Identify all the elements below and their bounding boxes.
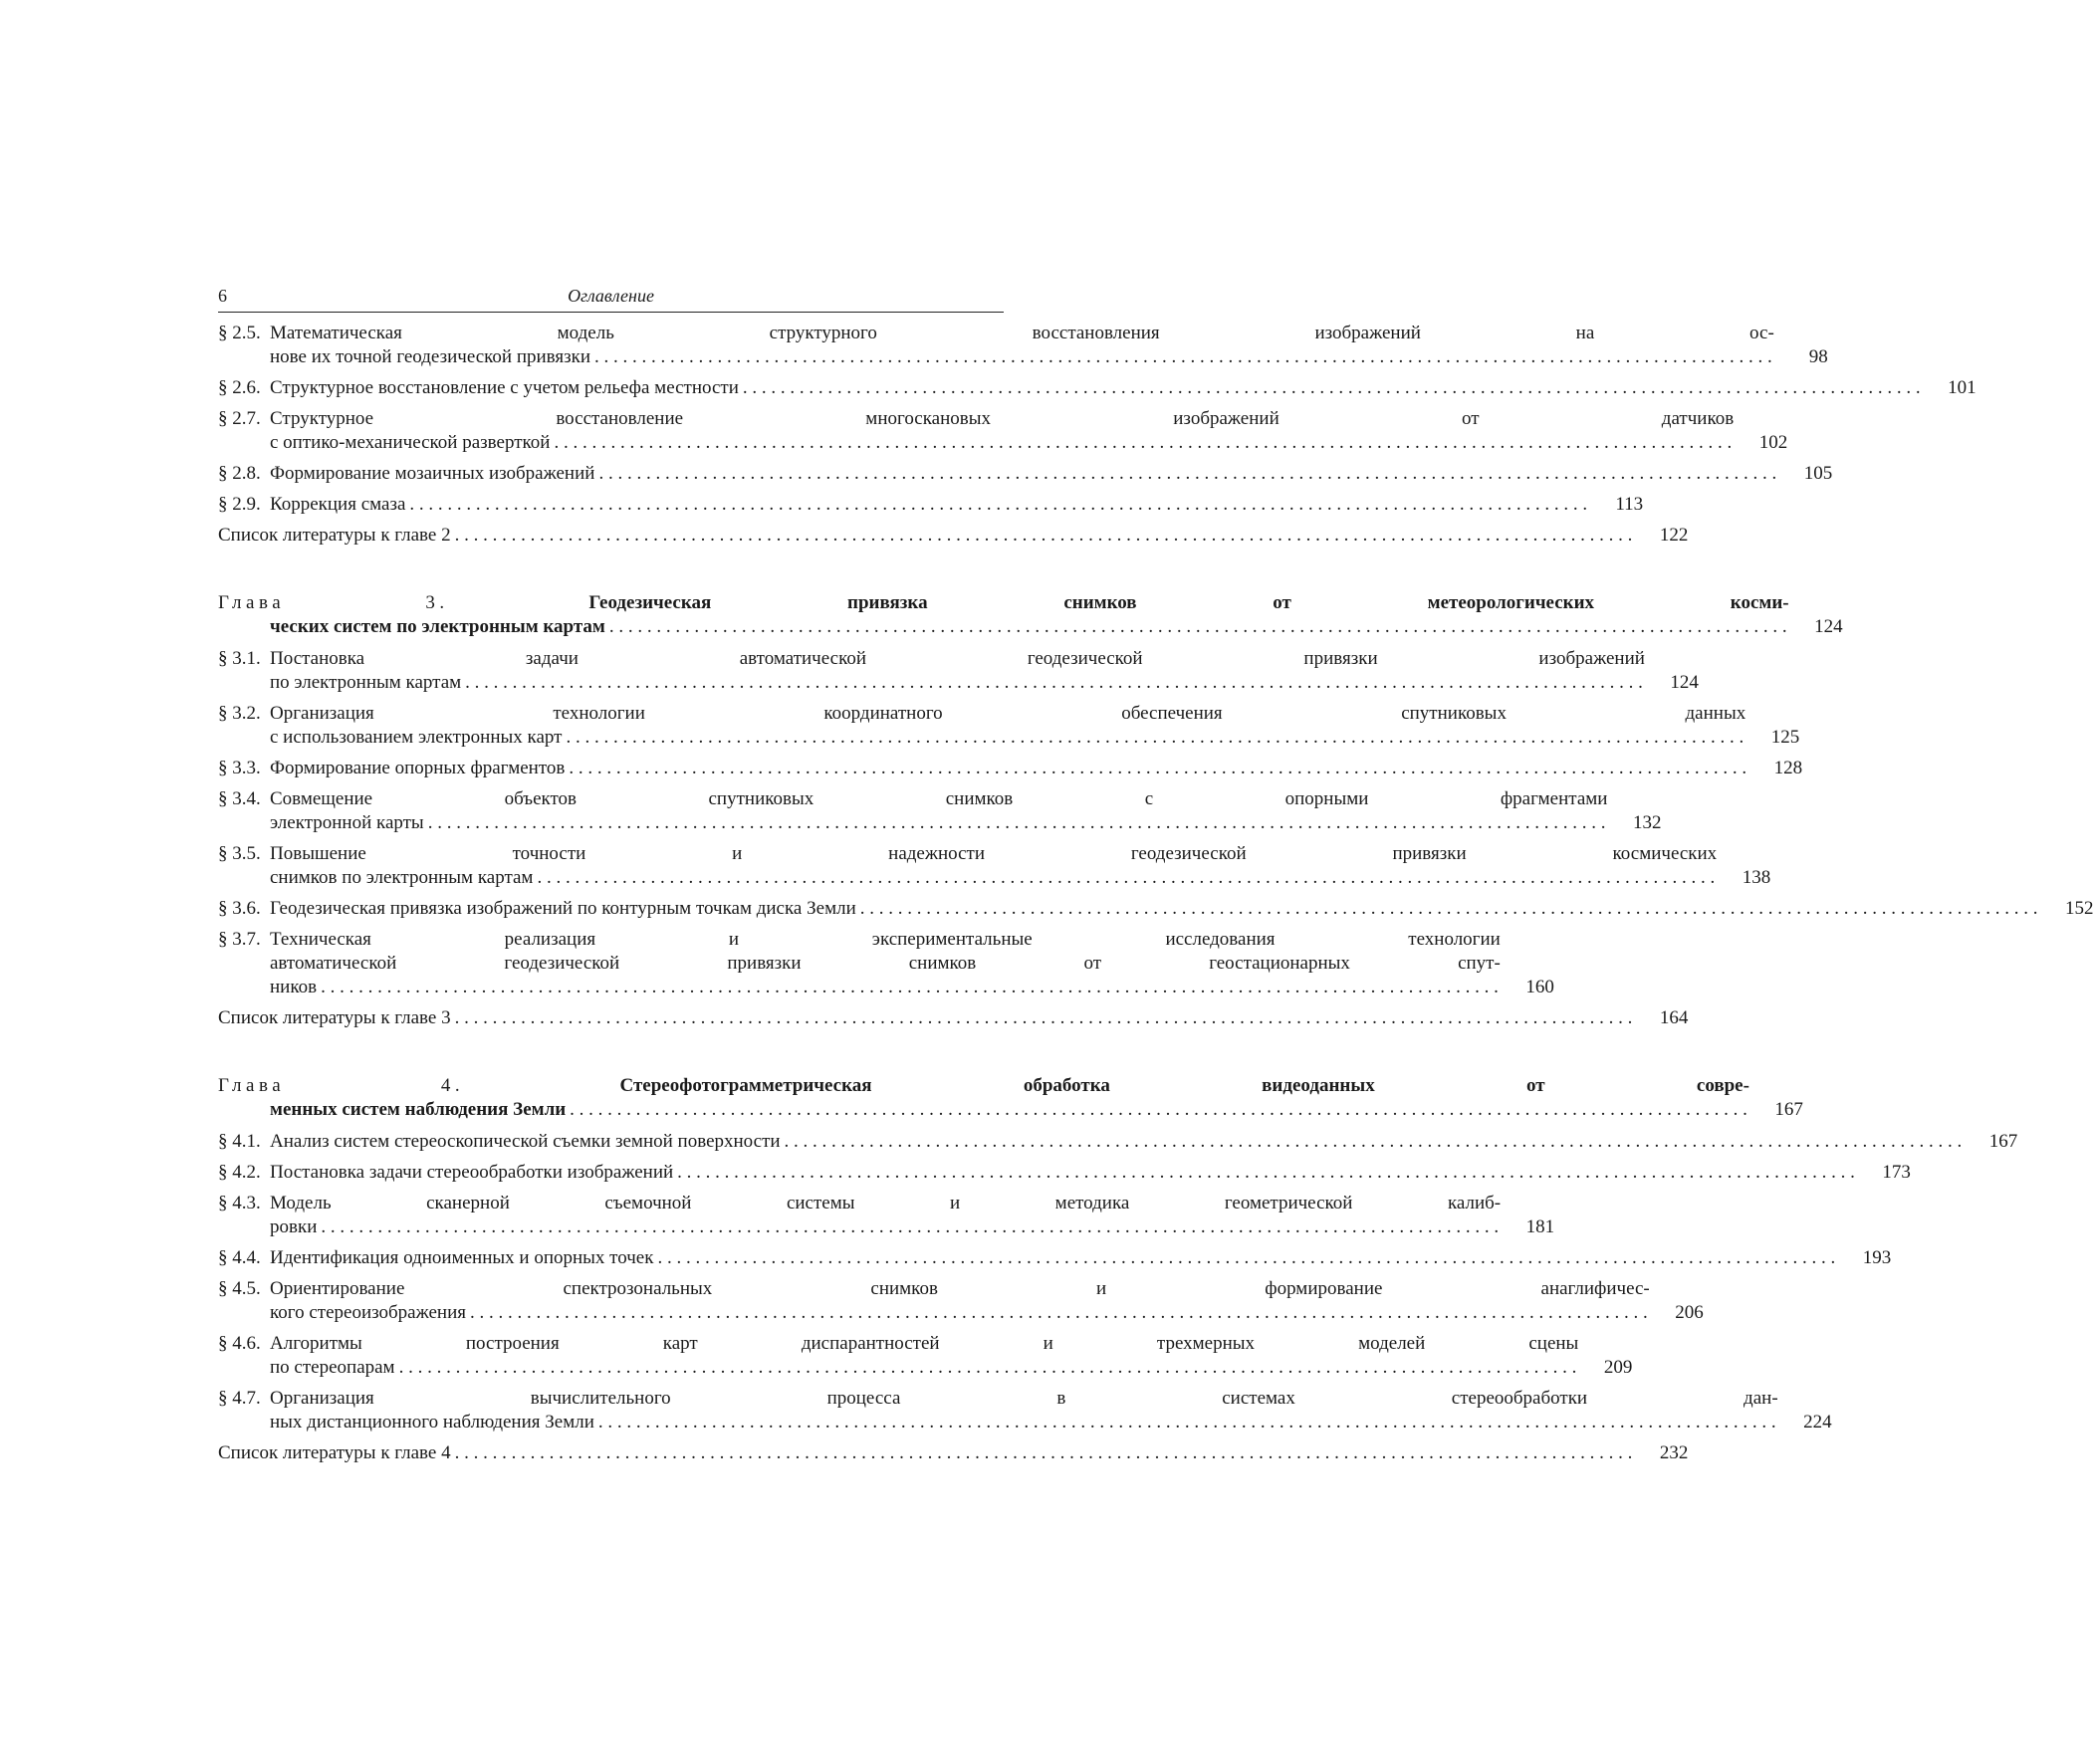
dot-leaders <box>562 726 1745 750</box>
section-number: § 4.5. <box>218 1278 261 1299</box>
dot-leaders <box>653 1246 1837 1270</box>
toc-page-number: 138 <box>1742 867 1771 888</box>
entry-last-line: Формирование опорных фрагментов <box>270 758 566 778</box>
entry-text <box>270 1192 1501 1239</box>
entry-last-line: Анализ систем стереоскопической съемки земной поверхности <box>270 1131 781 1152</box>
entry-line: Алгоритмы построения карт диспарантностей и трехмерных моделей сцены <box>270 1333 1579 1354</box>
toc-page-number: 132 <box>1632 812 1662 833</box>
toc-page-number: 152 <box>2065 898 2094 919</box>
toc-entry[interactable] <box>218 1332 1633 1380</box>
entry-last-line: по электронным картам <box>270 672 462 693</box>
entry-line: автоматической геодезической привязки снимков от геостационарных спут- <box>270 953 1501 974</box>
toc-entry[interactable] <box>218 407 1788 455</box>
toc-page-number: 122 <box>1659 525 1689 546</box>
section-number: § 4.2. <box>218 1162 261 1183</box>
toc-entry[interactable] <box>218 493 1644 517</box>
entry-last-line: Геодезическая привязка изображений по контурным точкам диска Земли <box>270 898 856 919</box>
dot-leaders <box>594 1411 1778 1434</box>
dot-leaders <box>424 811 1608 835</box>
entry-last-line: по стереопарам <box>270 1357 395 1378</box>
section-number: § 3.6. <box>218 898 261 919</box>
section-number: § 4.4. <box>218 1247 261 1268</box>
entry-text <box>270 647 1645 695</box>
references-label: Список литературы к главе 2 <box>218 525 451 546</box>
entry-text <box>270 1387 1778 1434</box>
section-number: § 4.3. <box>218 1193 261 1213</box>
section-number: § 3.2. <box>218 703 261 724</box>
dot-leaders <box>533 866 1717 890</box>
entry-text <box>270 928 1501 999</box>
entry-last-line: Идентификация одноименных и опорных точек <box>270 1247 654 1268</box>
entry-text <box>270 493 1589 517</box>
entry-last-line: ровки <box>270 1216 318 1237</box>
toc-chapter-4[interactable] <box>218 1074 1803 1122</box>
toc-entry[interactable] <box>218 1387 1832 1434</box>
toc-page-number: 98 <box>1808 346 1828 367</box>
dot-leaders <box>605 615 1789 639</box>
dot-leaders <box>395 1356 1579 1380</box>
toc-entry[interactable] <box>218 1161 1911 1185</box>
entry-text <box>270 897 2040 921</box>
entry-line: Ориентирование спектрозональных снимков и формирование анаглифичес- <box>270 1278 1650 1299</box>
dot-leaders <box>451 524 1635 548</box>
entry-line: Организация вычислительного процесса в системах стереообработки дан- <box>270 1388 1778 1409</box>
dot-leaders <box>317 1215 1501 1239</box>
entry-text <box>270 1332 1578 1380</box>
entry-line: Повышение точности и надежности геодезической привязки космических <box>270 843 1718 864</box>
running-header <box>218 286 1004 313</box>
section-number: § 4.6. <box>218 1333 261 1354</box>
section-number: § 3.7. <box>218 929 261 950</box>
toc-entry[interactable] <box>218 322 1828 369</box>
section-number: § 2.6. <box>218 377 261 398</box>
dot-leaders <box>317 976 1501 999</box>
dot-leaders <box>565 757 1748 780</box>
toc-page-number: 102 <box>1758 432 1788 453</box>
entry-last-line: с использованием электронных карт <box>270 727 563 748</box>
section-number: § 2.5. <box>218 323 261 343</box>
toc-page-number: 232 <box>1659 1442 1689 1463</box>
toc-entry[interactable] <box>218 1130 2018 1154</box>
entry-text <box>270 1130 1964 1154</box>
toc-page-number: 193 <box>1862 1247 1892 1268</box>
dot-leaders <box>451 1441 1635 1465</box>
entry-text <box>270 842 1717 890</box>
dot-leaders <box>461 671 1645 695</box>
toc-page-number: 124 <box>1814 616 1843 637</box>
section-number: § 3.4. <box>218 788 261 809</box>
toc-entry[interactable] <box>218 647 1699 695</box>
toc-page-number: 125 <box>1770 727 1800 748</box>
toc-page-number: 167 <box>1988 1131 2018 1152</box>
entry-last-line: с оптико-механической разверткой <box>270 432 551 453</box>
dot-leaders <box>594 462 1778 486</box>
entry-line: Модель сканерной съемочной системы и методика геометрической калиб- <box>270 1193 1502 1213</box>
toc-page-number: 113 <box>1615 494 1644 515</box>
dot-leaders <box>590 345 1774 369</box>
toc-page-number: 173 <box>1882 1162 1911 1183</box>
references-label: Список литературы к главе 3 <box>218 1007 451 1028</box>
toc-page-number: 206 <box>1675 1302 1704 1323</box>
entry-last-line: кого стереоизображения <box>270 1302 466 1323</box>
toc-entry[interactable] <box>218 1246 1892 1270</box>
toc-page-number: 224 <box>1803 1412 1832 1433</box>
section-number: § 2.9. <box>218 494 261 515</box>
entry-text <box>270 702 1745 750</box>
toc-entry[interactable] <box>218 702 1800 750</box>
toc-page-number: 181 <box>1525 1216 1555 1237</box>
chapter-label: Глава 4. <box>218 1075 465 1096</box>
toc-page-number: 209 <box>1603 1357 1633 1378</box>
toc-entry[interactable] <box>218 897 2094 921</box>
entry-text <box>270 322 1774 369</box>
chapter-2-entries <box>218 322 1977 517</box>
toc-page-number: 164 <box>1659 1007 1689 1028</box>
section-number: § 3.1. <box>218 648 261 669</box>
toc-page-number: 124 <box>1670 672 1699 693</box>
section-number: § 4.1. <box>218 1131 261 1152</box>
entry-last-line: нове их точной геодезической привязки <box>270 346 591 367</box>
entry-line: Совмещение объектов спутниковых снимков с опорными фрагментами <box>270 788 1608 809</box>
entry-text <box>270 462 1778 486</box>
chapter-title-line1: Стереофотограмметрическая обработка видеоданных от совре- <box>619 1075 1749 1096</box>
entry-last-line: Постановка задачи стереообработки изображений <box>270 1162 674 1183</box>
entry-last-line: ных дистанционного наблюдения Земли <box>270 1412 594 1433</box>
running-title: Оглавление <box>568 286 654 306</box>
toc-entry[interactable] <box>218 842 1771 890</box>
chapter-3-entries <box>218 647 2094 999</box>
entry-last-line: ников <box>270 977 318 997</box>
toc-page-number: 105 <box>1803 463 1833 484</box>
entry-line: Техническая реализация и экспериментальные исследования технологии <box>270 929 1501 950</box>
entry-last-line: электронной карты <box>270 812 424 833</box>
toc-page-number: 128 <box>1773 758 1803 778</box>
dot-leaders <box>466 1301 1650 1325</box>
entry-last-line: Структурное восстановление с учетом рельефа местности <box>270 377 739 398</box>
toc-entry[interactable] <box>218 462 1833 486</box>
entry-text <box>270 787 1607 835</box>
entry-line: Организация технологии координатного обеспечения спутниковых данных <box>270 703 1746 724</box>
chapter-label: Глава 3. <box>218 592 449 613</box>
toc-entry[interactable] <box>218 376 1977 400</box>
toc-entry[interactable] <box>218 757 1803 780</box>
references-label: Список литературы к главе 4 <box>218 1442 451 1463</box>
section-number: § 2.7. <box>218 408 261 429</box>
entry-last-line: Формирование мозаичных изображений <box>270 463 595 484</box>
entry-text <box>270 1161 1857 1185</box>
entry-line: Математическая модель структурного восстановления изображений на ос- <box>270 323 1774 343</box>
section-number: § 3.3. <box>218 758 261 778</box>
entry-text <box>270 376 1923 400</box>
entry-text <box>270 1277 1650 1325</box>
entry-text <box>270 1246 1837 1270</box>
entry-last-line: снимков по электронным картам <box>270 867 534 888</box>
toc-entry[interactable] <box>218 1192 1555 1239</box>
toc-references-ch2[interactable] <box>218 524 1689 548</box>
dot-leaders <box>739 376 1923 400</box>
toc-page-number: 167 <box>1774 1099 1803 1120</box>
page-number: 6 <box>218 286 227 306</box>
toc-entry[interactable] <box>218 1277 1704 1325</box>
table-of-contents <box>218 322 2094 1472</box>
toc-references-ch4[interactable] <box>218 1441 1689 1465</box>
section-number: § 2.8. <box>218 463 261 484</box>
entry-text <box>270 757 1748 780</box>
section-number: § 4.7. <box>218 1388 261 1409</box>
chapter-title-line1: Геодезическая привязка снимков от метеорологических косми- <box>588 592 1789 613</box>
toc-entry[interactable] <box>218 787 1662 835</box>
entry-text <box>270 407 1734 455</box>
chapter-4-entries <box>218 1130 2018 1434</box>
entry-line: Постановка задачи автоматической геодезической привязки изображений <box>270 648 1645 669</box>
dot-leaders <box>566 1098 1749 1122</box>
entry-last-line: Коррекция смаза <box>270 494 406 515</box>
dot-leaders <box>856 897 2040 921</box>
dot-leaders <box>781 1130 1965 1154</box>
section-number: § 3.5. <box>218 843 261 864</box>
dot-leaders <box>673 1161 1857 1185</box>
toc-entry[interactable] <box>218 928 1554 999</box>
toc-references-ch3[interactable] <box>218 1006 1689 1030</box>
toc-page-number: 101 <box>1948 377 1977 398</box>
chapter-title-line2: менных систем наблюдения Земли <box>270 1099 567 1120</box>
entry-line: Структурное восстановление многоскановых изображений от датчиков <box>270 408 1735 429</box>
chapter-title-line2: ческих систем по электронным картам <box>270 616 605 637</box>
dot-leaders <box>451 1006 1635 1030</box>
toc-page-number: 160 <box>1525 977 1554 997</box>
toc-chapter-3[interactable] <box>218 591 1843 639</box>
dot-leaders <box>405 493 1589 517</box>
dot-leaders <box>550 431 1734 455</box>
